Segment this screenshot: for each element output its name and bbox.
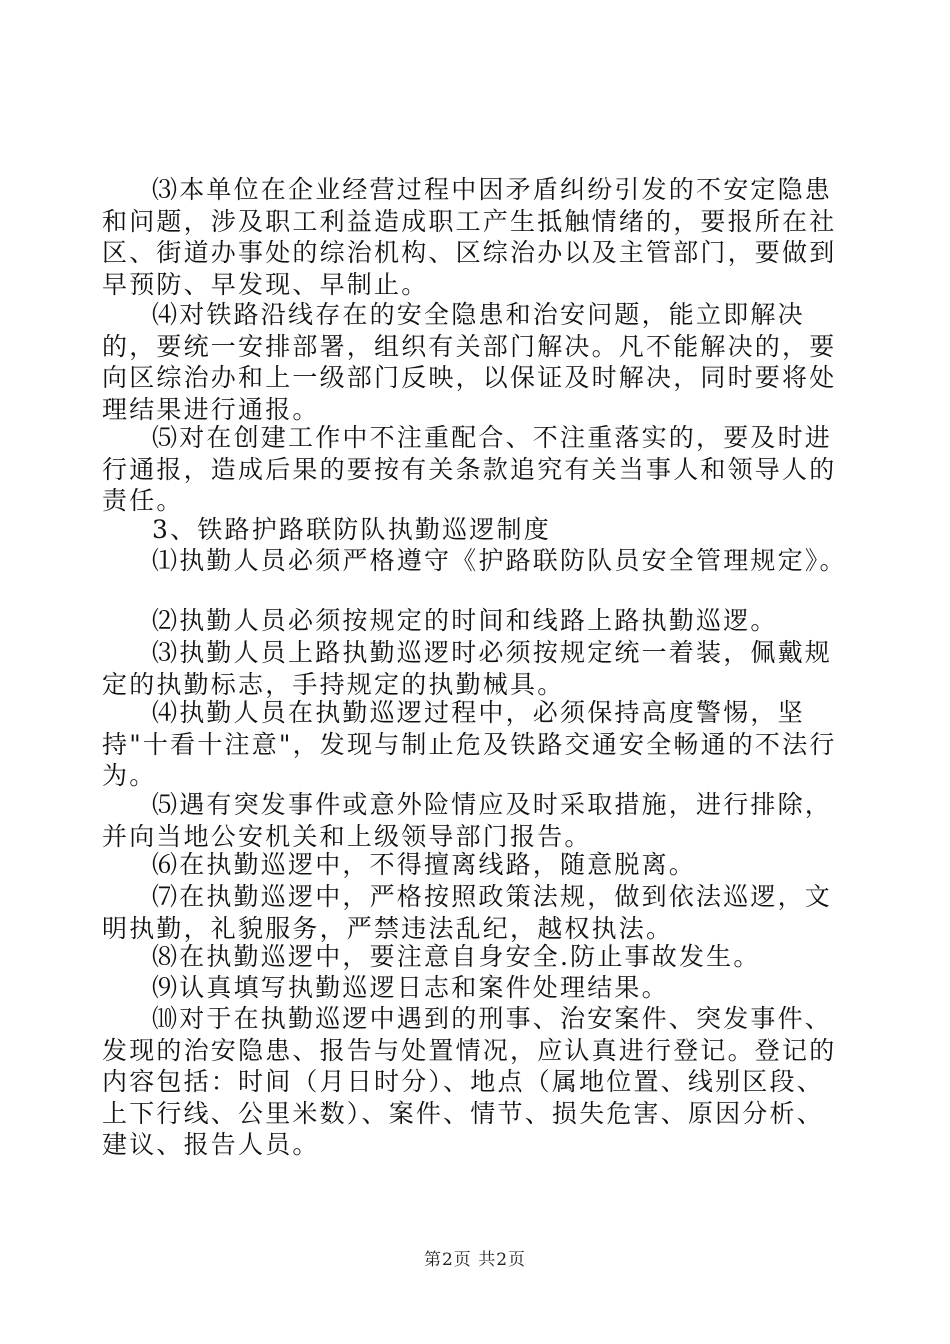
paragraph-13: ⑽对于在执勤巡逻中遇到的刑事、治安案件、突发事件、发现的治安隐患、报告与处置情况，应认真进行登记。登记的内容包括：时间（月日时分）、地点（属地位置、线别区段、上下行线、公里米数）、案件、情节、损失危害、原因分析、建议、报告人员。 <box>102 1004 837 1159</box>
paragraph-7: ⑷执勤人员在执勤巡逻过程中，必须保持高度警惕，坚持"十看十注意"，发现与制止危及铁路交通安全畅通的不法行为。 <box>102 698 837 790</box>
paragraph-9: ⑹在执勤巡逻中，不得擅离线路，随意脱离。 <box>152 850 697 879</box>
paragraph-11: ⑻在执勤巡逻中，要注意自身安全.防止事故发生。 <box>152 942 761 971</box>
paragraph-3: ⑸对在创建工作中不注重配合、不注重落实的，要及时进行通报，造成后果的要按有关条款追究有关当事人和领导人的责任。 <box>102 423 837 515</box>
paragraph-1: ⑶本单位在企业经营过程中因矛盾纠纷引发的不安定隐患和问题，涉及职工利益造成职工产生抵触情绪的，要报所在社区、街道办事处的综治机构、区综治办以及主管部门，要做到早预防、早发现、早制止。 <box>102 175 837 299</box>
paragraph-8: ⑸遇有突发事件或意外险情应及时采取措施，进行排除，并向当地公安机关和上级领导部门报告。 <box>102 790 833 851</box>
paragraph-2: ⑷对铁路沿线存在的安全隐患和治安问题，能立即解决的，要统一安排部署，组织有关部门解决。凡不能解决的，要向区综治办和上一级部门反映，以保证及时解决，同时要将处理结果进行通报。 <box>102 300 837 424</box>
paragraph-5: ⑵执勤人员必须按规定的时间和线路上路执勤巡逻。 <box>152 606 778 635</box>
paragraph-6: ⑶执勤人员上路执勤巡逻时必须按规定统一着装，佩戴规定的执勤标志，手持规定的执勤械具。 <box>102 638 833 699</box>
paragraph-12: ⑼认真填写执勤巡逻日志和案件处理结果。 <box>152 973 669 1002</box>
page-footer: 第2页 共2页 <box>423 1250 527 1270</box>
paragraph-10: ⑺在执勤巡逻中，严格按照政策法规，做到依法巡逻，文明执勤，礼貌服务，严禁违法乱纪，越权执法。 <box>102 882 833 943</box>
paragraph-4: ⑴执勤人员必须严格遵守《护路联防队员安全管理规定》。 <box>152 546 847 575</box>
section-heading: 3、铁路护路联防队执勤巡逻制度 <box>152 515 551 544</box>
